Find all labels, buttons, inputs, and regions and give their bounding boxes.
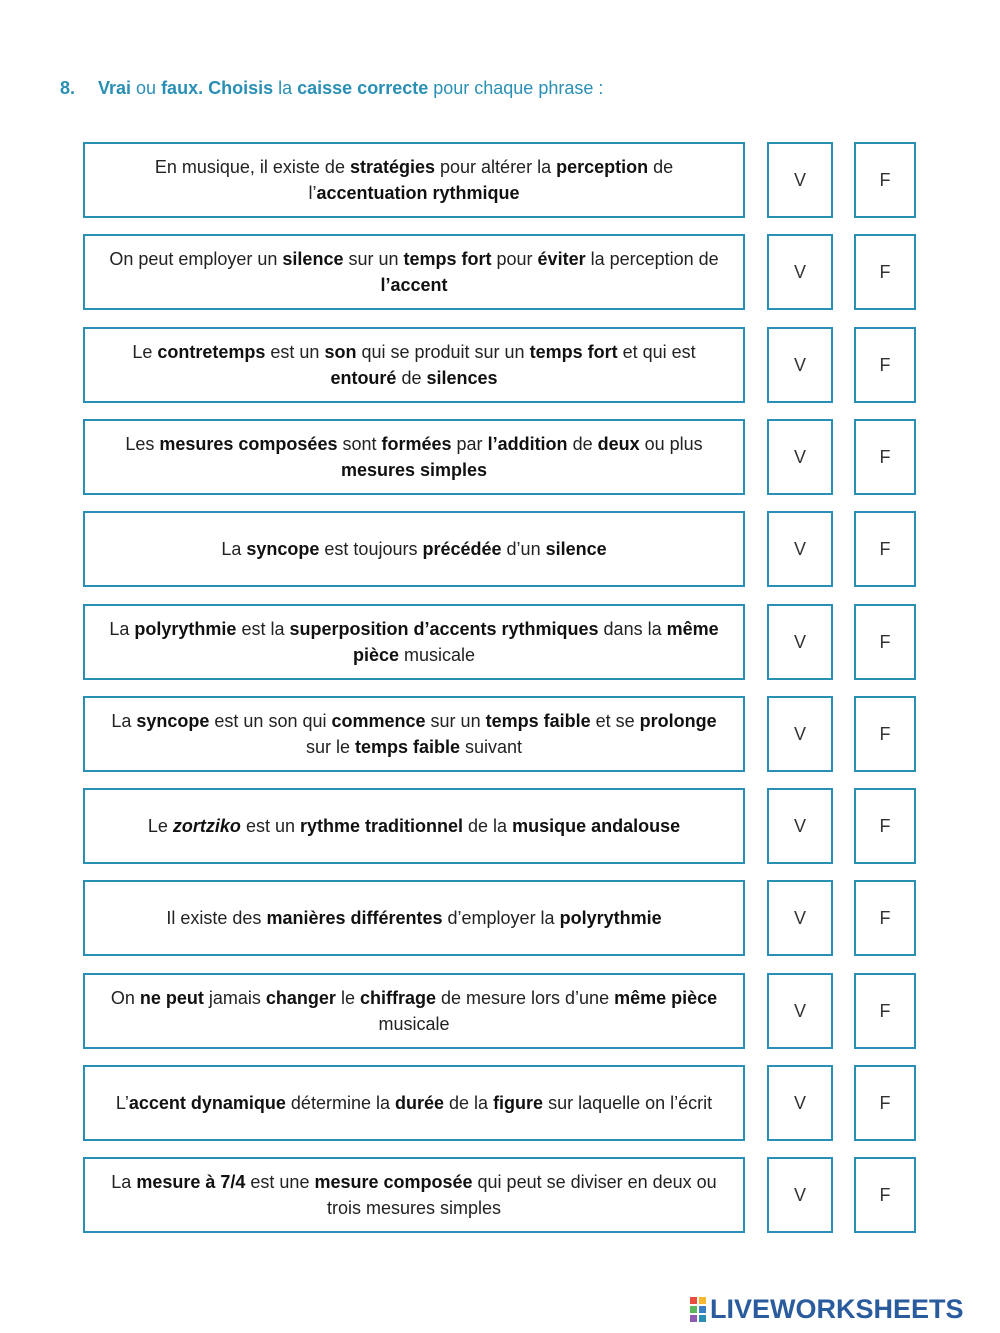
statement-row (0, 604, 1000, 680)
statement-text: Il existe des manières différentes d’employer la polyrythmie (166, 908, 662, 928)
statement-box (83, 419, 745, 495)
statement-text: Le contretemps est un son qui se produit sur un temps fort et qui est entouré de silences (132, 342, 696, 388)
statement-text: La syncope est un son qui commence sur un temps faible et se prolonge sur le temps faible suivant (111, 711, 717, 757)
true-option-box[interactable]: V (767, 234, 833, 310)
statement-row (0, 1157, 1000, 1233)
statement-row (0, 327, 1000, 403)
true-option-box[interactable]: V (767, 419, 833, 495)
true-option-box[interactable]: V (767, 604, 833, 680)
statement-box (83, 1065, 745, 1141)
statement-row (0, 419, 1000, 495)
statement-text: On peut employer un silence sur un temps fort pour éviter la perception de l’accent (109, 249, 719, 295)
statement-box (83, 696, 745, 772)
true-option-box[interactable]: V (767, 327, 833, 403)
true-option-box[interactable]: V (767, 511, 833, 587)
false-option-box[interactable]: F (854, 511, 916, 587)
statement-box (83, 142, 745, 218)
statement-box (83, 511, 745, 587)
statement-row (0, 142, 1000, 218)
false-option-box[interactable]: F (854, 234, 916, 310)
logo-icon (690, 1297, 706, 1322)
statement-text: Les mesures composées sont formées par l’addition de deux ou plus mesures simples (125, 434, 703, 480)
statement-row (0, 696, 1000, 772)
statement-row (0, 234, 1000, 310)
false-option-box[interactable]: F (854, 696, 916, 772)
statement-box (83, 880, 745, 956)
true-option-box[interactable]: V (767, 142, 833, 218)
statement-box (83, 788, 745, 864)
statement-box (83, 1157, 745, 1233)
liveworksheets-logo (690, 1294, 964, 1324)
statement-text: La polyrythmie est la superposition d’accents rythmiques dans la même pièce musicale (109, 619, 719, 665)
statement-row (0, 511, 1000, 587)
false-option-box[interactable]: F (854, 1157, 916, 1233)
true-option-box[interactable]: V (767, 973, 833, 1049)
statement-box (83, 604, 745, 680)
false-option-box[interactable]: F (854, 419, 916, 495)
false-option-box[interactable]: F (854, 327, 916, 403)
false-option-box[interactable]: F (854, 880, 916, 956)
statement-row (0, 880, 1000, 956)
statement-text: Le zortziko est un rythme traditionnel de la musique andalouse (147, 816, 681, 836)
true-option-box[interactable]: V (767, 788, 833, 864)
true-option-box[interactable]: V (767, 880, 833, 956)
statement-box (83, 327, 745, 403)
statement-row (0, 973, 1000, 1049)
statement-row (0, 788, 1000, 864)
statement-text: En musique, il existe de stratégies pour altérer la perception de l’accentuation rythmique (154, 157, 674, 203)
true-option-box[interactable]: V (767, 696, 833, 772)
statement-row (0, 1065, 1000, 1141)
statement-box (83, 973, 745, 1049)
logo-text: LIVEWORKSHEETS (710, 1293, 964, 1324)
false-option-box[interactable]: F (854, 142, 916, 218)
exercise-number: 8. (60, 78, 76, 98)
false-option-box[interactable]: F (854, 1065, 916, 1141)
statement-text: L’accent dynamique détermine la durée de la figure sur laquelle on l’écrit (115, 1093, 713, 1113)
statement-box (83, 234, 745, 310)
false-option-box[interactable]: F (854, 604, 916, 680)
false-option-box[interactable]: F (854, 788, 916, 864)
false-option-box[interactable]: F (854, 973, 916, 1049)
true-option-box[interactable]: V (767, 1157, 833, 1233)
exercise-heading: 8. Vrai ou faux. Choisis la caisse correcte pour chaque phrase : (60, 78, 604, 98)
true-option-box[interactable]: V (767, 1065, 833, 1141)
statement-text: On ne peut jamais changer le chiffrage de mesure lors d’une même pièce musicale (110, 988, 718, 1034)
statement-text: La mesure à 7/4 est une mesure composée qui peut se diviser en deux ou trois mesures simples (111, 1172, 717, 1218)
statement-text: La syncope est toujours précédée d’un silence (221, 539, 607, 559)
